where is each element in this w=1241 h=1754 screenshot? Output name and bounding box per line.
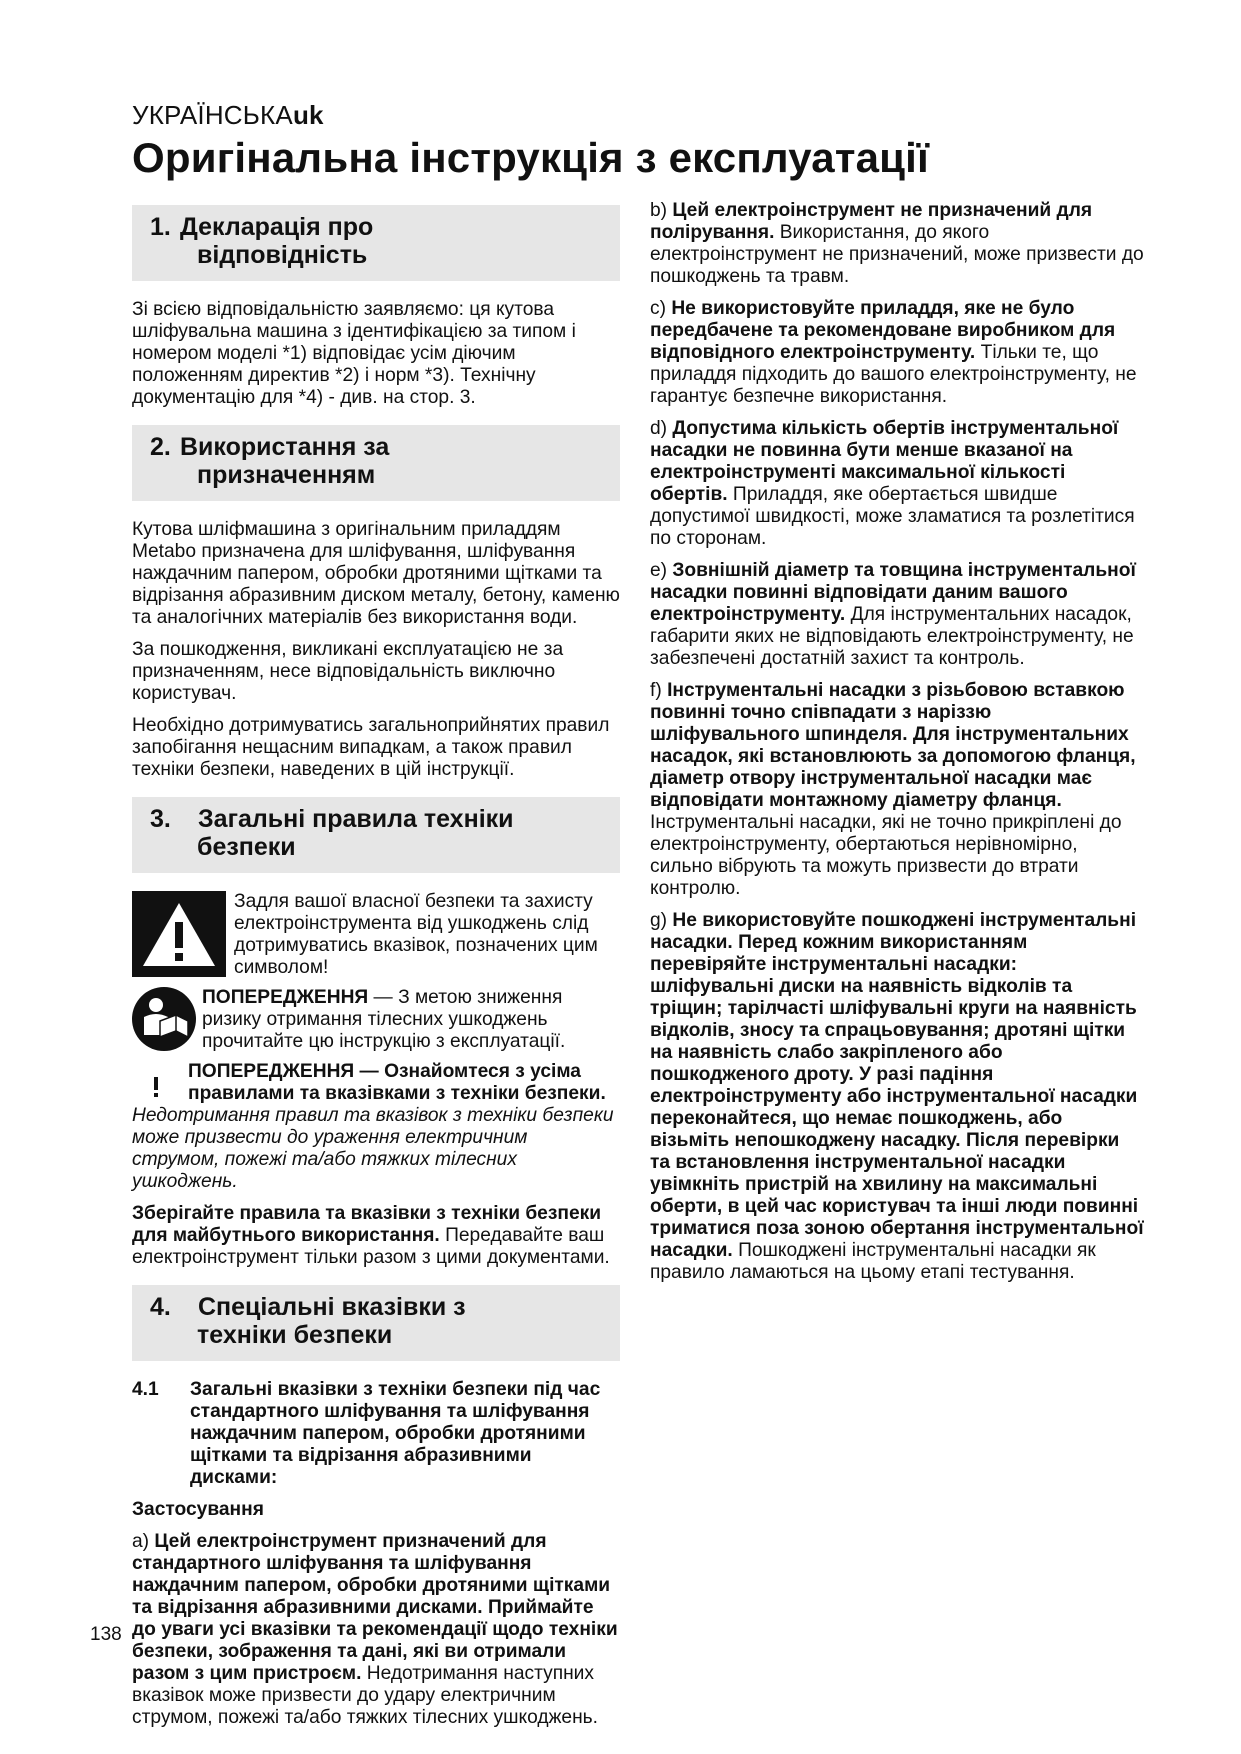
subsection-4-1: 4.1 Загальні вказівки з техніки безпеки під час стандартного шліфування та шліфування наждачним папером, обробки дротяними щітками та відрізання абразивними дисками: bbox=[132, 1379, 601, 1488]
language-header: УКРАЇНСЬКАuk bbox=[132, 100, 324, 130]
section-2-paragraph-3: Необхідно дотримуватись загальноприйнятих правил запобігання нещасним випадкам, а також правил техніки безпеки, наведених в цій інструкції. bbox=[132, 715, 610, 780]
item-f: f) Інструментальні насадки з різьбовою вставкою повинні точно співпадати з наріззю шліфувального шпинделя. Для інструментальних насадок, які встановлюють за допомогою фланця, діаметр отвору інструментальної насадки має відповідати монтажному діаметру фланця. Інструментальні насадки, які не точно прикріплені до електроінструменту, обертаються нерівномірно, сильно вібрують та можуть призвести до втрати контролю. bbox=[650, 680, 1136, 899]
warning-symbol-block bbox=[132, 891, 620, 979]
read-manual-block: ПОПЕРЕДЖЕННЯ — З метою зниження ризику отримання тілесних ушкоджень прочитайте цю інструкцію з експлуатації. bbox=[132, 987, 620, 1053]
item-c: c) Не використовуйте приладдя, яке не було передбачене та рекомендоване виробником для відповідного електроінструменту. Тільки те, що приладдя підходить до вашого електроінструменту, не гарантує безпечне використання. bbox=[650, 298, 1137, 407]
section-3-heading: 3. Загальні правила техніки безпеки bbox=[132, 797, 620, 873]
item-g: g) Не використовуйте пошкоджені інструментальні насадки. Перед кожним використанням перевіряйте інструментальні насадки: шліфувальні диски на наявність відколів та тріщин; тарілчасті шліфувальні круги на наявність відколів, зносу та спрацьовування; дротяні щітки на наявність слабо закріпленого або пошкодженого дроту. У разі падіння електроінструменту або інструментальної насадки переконайтеся, що немає пошкоджень, або візьміть непошкоджену насадку. Після перевірки та встановлення інструментальної насадки увімкніть пристрій на хвилину на максимальні оберти, в цей час користувач та інші люди повинні триматися поза зоною обертання інструментальної насадки. Пошкоджені інструментальні насадки як правило ламаються на цьому етапі тестування. bbox=[650, 910, 1144, 1283]
section-1-text: Зі всією відповідальністю заявляємо: ця кутова шліфувальна машина з ідентифікацією за типом і номером моделі *1) відповідає усім діючим положенням директив *2) і норм *3). Технічну документацію для *4) - див. на стор. 3. bbox=[132, 299, 576, 408]
item-a: a) Цей електроінструмент призначений для стандартного шліфування та шліфування наждачним папером, обробки дротяними щітками та відрізання абразивними дисками. Приймайте до уваги усі вказівки та рекомендації щодо техніки безпеки, зображення та дані, які ви отримали разом з цим пристроєм. Недотримання наступних вказівок може призвести до удару електричним струмом, пожежі та/або тяжких тілесних ушкоджень. bbox=[132, 1531, 618, 1728]
item-e: e) Зовнішній діаметр та товщина інструментальної насадки повинні відповідати даним вашого електроінструменту. Для інструментальних насадок, габарити яких не відповідають електроінструменту, не забезпечені достатній захист та контроль. bbox=[650, 560, 1136, 669]
page-number: 138 bbox=[90, 1624, 122, 1645]
section-1-heading: 1. Декларація про відповідність bbox=[132, 205, 620, 281]
warning-triangle-icon bbox=[132, 891, 226, 977]
left-column bbox=[132, 205, 620, 1739]
page-title: Оригінальна інструкція з експлуатації bbox=[132, 134, 930, 181]
usage-heading: Застосування bbox=[132, 1499, 264, 1520]
warning-symbol-text: Задля вашої власної безпеки та захисту електроінструмента від ушкоджень слід дотримуватись вказівок, позначених цим символом! bbox=[234, 891, 598, 978]
section-2-heading: 2. Використання за призначенням bbox=[132, 425, 620, 501]
section-4-heading: 4. Спеціальні вказівки з техніки безпеки bbox=[132, 1285, 620, 1361]
section-2-paragraph-1: Кутова шліфмашина з оригінальним приладдям Metabo призначена для шліфування, шліфування наждачним папером, обробки дротяними щітками та відрізання абразивним диском металу, бетону, каменю та аналогічних матеріалів без використання води. bbox=[132, 519, 620, 628]
keep-instructions: Зберігайте правила та вказівки з техніки безпеки для майбутнього використання. Передавайте ваш електроінструмент тільки разом з цими документами. bbox=[132, 1203, 610, 1268]
right-column bbox=[650, 200, 1144, 1294]
item-d: d) Допустима кількість обертів інструментальної насадки не повинна бути менше вказаної на електроінструменті максимальної кількості обертів. Приладдя, яке обертається швидше допустимої швидкості, може зламатися та розлетітися по сторонам. bbox=[650, 418, 1135, 549]
item-b: b) Цей електроінструмент не призначений для полірування. Використання, до якого електроінструмент не призначений, може призвести до пошкоджень та травм. bbox=[650, 200, 1144, 287]
warning-triangle-icon bbox=[132, 1063, 180, 1103]
general-warning-block: ПОПЕРЕДЖЕННЯ — Ознайомтеся з усіма правилами та вказівками з техніки безпеки. Недотримання правил та вказівок з техніки безпеки може призвести до ураження електричним струмом, пожежі та/або тяжких тілесних ушкоджень. bbox=[132, 1061, 614, 1192]
section-2-paragraph-2: За пошкодження, викликані експлуатацією не за призначенням, несе відповідальність виключно користувач. bbox=[132, 639, 564, 704]
read-manual-icon bbox=[132, 987, 196, 1051]
